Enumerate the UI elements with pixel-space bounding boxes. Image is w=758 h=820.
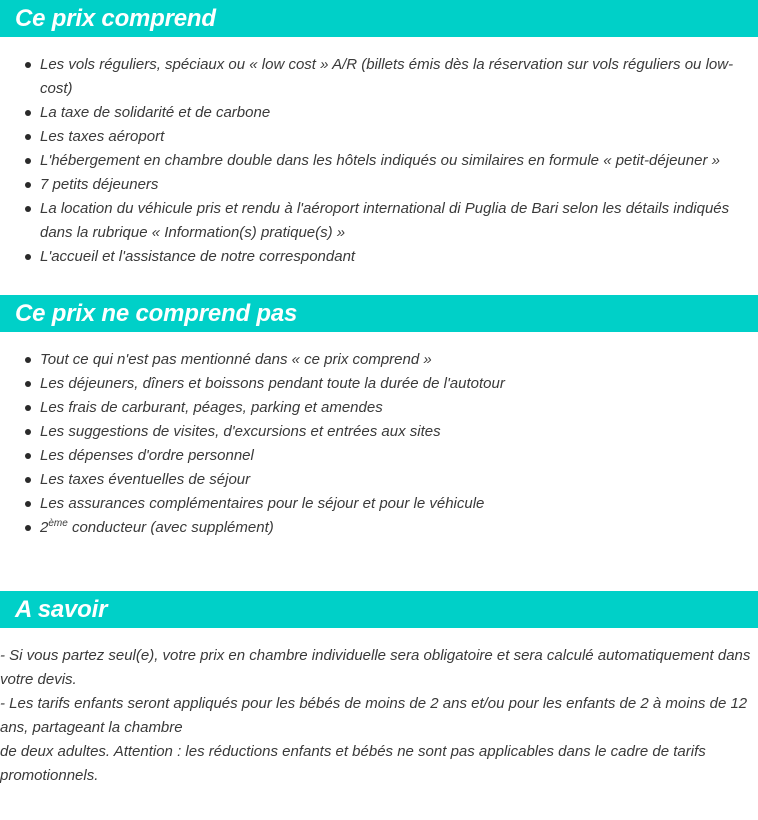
excludes-list xyxy=(0,348,758,542)
driver-superscript: ème xyxy=(48,518,68,529)
list-item: L'hébergement en chambre double dans les hôtels indiqués ou similaires en formule « petit-déjeuner » xyxy=(0,149,758,173)
savoir-line-1: - Si vous partez seul(e), votre prix en chambre individuelle sera obligatoire et sera calculé automatiquement dans votre devis. xyxy=(0,647,751,688)
list-item: Les suggestions de visites, d'excursions et entrées aux sites xyxy=(0,420,758,444)
list-item: Tout ce qui n'est pas mentionné dans « ce prix comprend » xyxy=(0,348,758,372)
list-item: La location du véhicule pris et rendu à l'aéroport international di Puglia de Bari selon les détails indiqués dans la rubrique « Information(s) pratique(s) » xyxy=(0,197,758,245)
excludes-title: Ce prix ne comprend pas xyxy=(15,299,298,327)
list-item: 7 petits déjeuners xyxy=(0,173,758,197)
includes-section xyxy=(0,0,758,269)
savoir-body xyxy=(0,644,758,788)
list-item: Les taxes éventuelles de séjour xyxy=(0,468,758,492)
savoir-line-2: - Les tarifs enfants seront appliqués pour les bébés de moins de 2 ans et/ou pour les enfants de 2 à moins de 12 ans, partageant la chambre xyxy=(0,695,748,736)
includes-title: Ce prix comprend xyxy=(15,4,216,32)
list-item: Les taxes aéroport xyxy=(0,125,758,149)
driver-number: 2 xyxy=(40,519,49,536)
list-item: La taxe de solidarité et de carbone xyxy=(0,101,758,125)
savoir-title: A savoir xyxy=(15,595,108,623)
savoir-section xyxy=(0,591,758,788)
list-item: Les assurances complémentaires pour le séjour et pour le véhicule xyxy=(0,492,758,516)
excludes-section xyxy=(0,295,758,542)
excludes-header xyxy=(0,295,758,332)
driver-text: conducteur (avec supplément) xyxy=(67,519,274,536)
includes-header xyxy=(0,0,758,37)
list-item: Les dépenses d'ordre personnel xyxy=(0,444,758,468)
list-item: Les frais de carburant, péages, parking et amendes xyxy=(0,396,758,420)
list-item: L'accueil et l'assistance de notre correspondant xyxy=(0,245,758,269)
savoir-line-3: de deux adultes. Attention : les réductions enfants et bébés ne sont pas applicables dans le cadre de tarifs promotionnels. xyxy=(0,743,706,784)
includes-list xyxy=(0,53,758,269)
savoir-header xyxy=(0,591,758,628)
list-item-driver xyxy=(0,516,758,542)
list-item: Les vols réguliers, spéciaux ou « low cost » A/R (billets émis dès la réservation sur vols réguliers ou low-cost) xyxy=(0,53,758,101)
list-item: Les déjeuners, dîners et boissons pendant toute la durée de l'autotour xyxy=(0,372,758,396)
